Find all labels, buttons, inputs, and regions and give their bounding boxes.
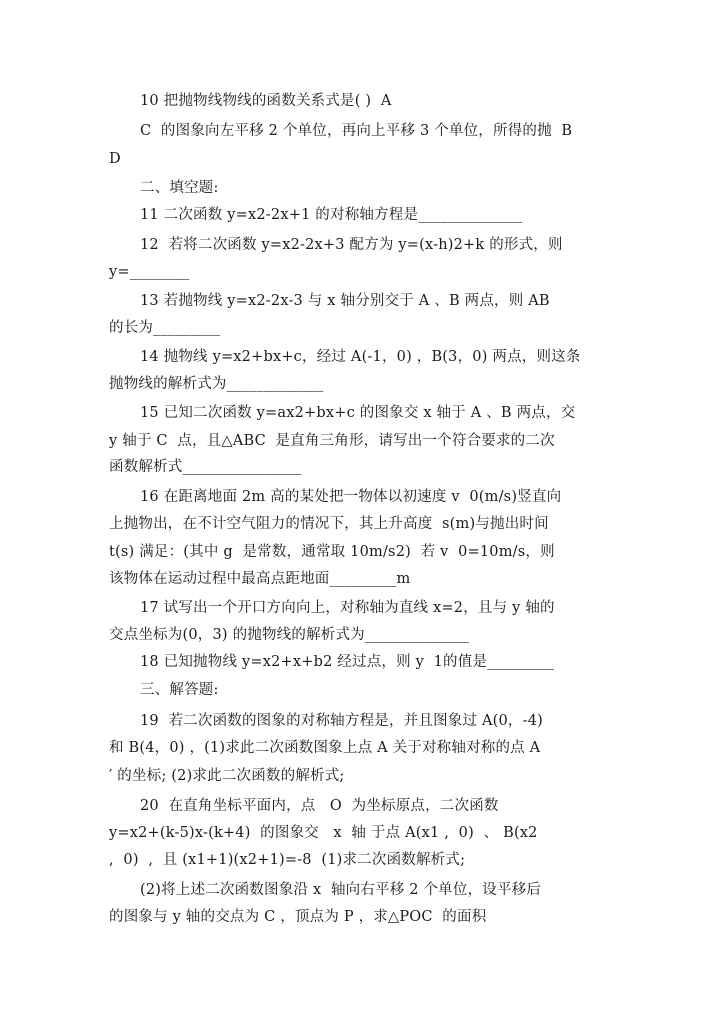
text-line: 该物体在运动过程中最高点距地面_________m xyxy=(109,571,411,587)
text-line: 和 B(4，0) ，(1)求此二次函数图象上点 A 关于对称轴对称的点 A xyxy=(109,740,541,756)
text-line: 交点坐标为(0，3) 的抛物线的解析式为______________ xyxy=(109,627,470,643)
text-line: 18 已知抛物线 y=x2+x+b2 经过点，则 y 1的值是_________ xyxy=(140,654,555,670)
text-line: (2)将上述二次函数图象沿 x 轴向右平移 2 个单位，设平移后 xyxy=(140,882,542,898)
text-line: D xyxy=(109,151,121,167)
text-line: 20 在直角坐标平面内，点 O 为坐标原点，二次函数 xyxy=(140,798,499,814)
text-line: C 的图象向左平移 2 个单位，再向上平移 3 个单位，所得的抛 B xyxy=(140,123,573,139)
text-line: ′ 的坐标; (2)求此二次函数的解析式; xyxy=(109,768,345,784)
text-line: 13 若抛物线 y=x2-2x-3 与 x 轴分别交于 A 、B 两点，则 AB xyxy=(140,293,550,309)
text-line: 19 若二次函数的图象的对称轴方程是，并且图象过 A(0，-4) xyxy=(140,713,544,729)
text-line: 的图象与 y 轴的交点为 C ，顶点为 P ，求△POC 的面积 xyxy=(109,909,487,925)
text-line: 14 抛物线 y=x2+bx+c，经过 A(-1，0) ，B(3，0) 两点，则这条 xyxy=(140,349,581,365)
text-line: 15 已知二次函数 y=ax2+bx+c 的图象交 x 轴于 A 、B 两点，交 xyxy=(140,405,576,421)
text-line: 11 二次函数 y=x2-2x+1 的对称轴方程是______________ xyxy=(140,207,523,223)
text-line: y=x2+(k-5)x-(k+4) 的图象交 x 轴 于点 A(x1 , 0) 、 B(x2 xyxy=(109,825,538,841)
text-line: 上抛物出，在不计空气阻力的情况下，其上升高度 s(m)与抛出时间 xyxy=(109,516,549,532)
text-line: , 0) , 且 (x1+1)(x2+1)=-8 (1)求二次函数解析式; xyxy=(109,852,466,868)
text-line: y=________ xyxy=(109,264,190,280)
section-heading: 二、填空题: xyxy=(140,180,219,196)
text-line: t(s) 满足：(其中 g 是常数，通常取 10m/s2) 若 v 0=10m/s，则 xyxy=(109,544,555,560)
text-line: 12 若将二次函数 y=x2-2x+3 配方为 y=(x-h)2+k 的形式，则 xyxy=(140,237,563,253)
text-line: 函数解析式________________ xyxy=(109,459,302,475)
text-line: y 轴于 C 点，且△ABC 是直角三角形，请写出一个符合要求的二次 xyxy=(109,433,555,449)
text-line: 的长为_________ xyxy=(109,320,221,336)
text-line: 17 试写出一个开口方向向上，对称轴为直线 x=2，且与 y 轴的 xyxy=(140,600,555,616)
section-heading: 三、解答题: xyxy=(140,682,219,698)
text-line: 16 在距离地面 2m 高的某处把一物体以初速度 v 0(m/s)竖直向 xyxy=(140,489,562,505)
text-line: 抛物线的解析式为_____________ xyxy=(109,376,324,392)
text-line: 10 把抛物线物线的函数关系式是( ) A xyxy=(140,93,392,109)
